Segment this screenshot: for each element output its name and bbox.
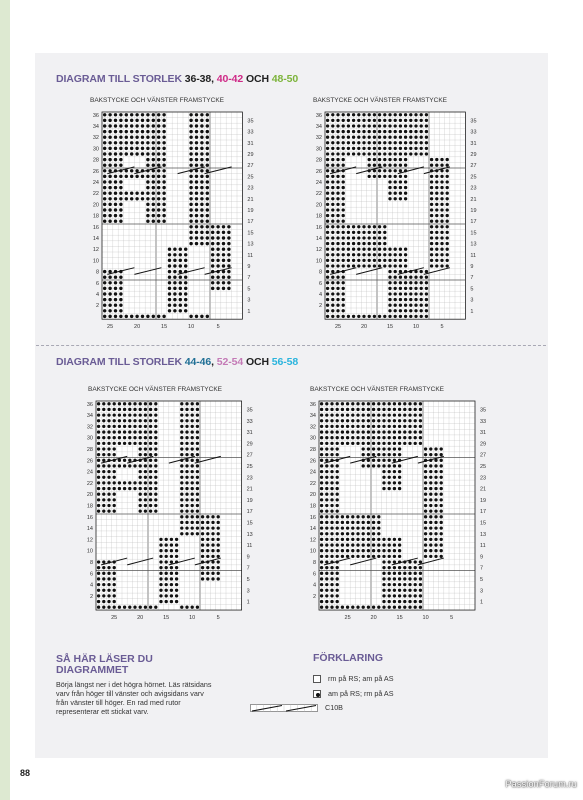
row-label-right: 1 xyxy=(247,308,251,315)
row-label-right: 5 xyxy=(470,286,474,293)
row-label-right: 35 xyxy=(470,118,477,125)
section-title-1: DIAGRAM TILL STORLEK 36-38, 40-42 OCH 48-50 xyxy=(56,73,299,85)
row-label-right: 3 xyxy=(246,588,250,595)
row-label-right: 33 xyxy=(470,129,477,136)
row-label-left: 30 xyxy=(86,435,93,442)
row-label-right: 19 xyxy=(247,208,254,214)
row-label-right: 9 xyxy=(247,264,251,270)
row-label-left: 22 xyxy=(92,191,99,198)
row-label-left: 28 xyxy=(86,447,93,454)
section-title-2: DIAGRAM TILL STORLEK 44-46, 52-54 OCH 56-58 xyxy=(56,356,299,368)
row-label-right: 11 xyxy=(247,252,254,259)
col-label: 5 xyxy=(216,324,220,331)
row-label-right: 23 xyxy=(246,475,253,482)
row-label-left: 6 xyxy=(312,571,316,578)
row-label-right: 35 xyxy=(247,118,254,125)
chart-label-3: BAKSTYCKE OCH VÄNSTER FRAMSTYCKE xyxy=(88,386,222,393)
row-label-left: 4 xyxy=(89,582,93,589)
row-label-left: 14 xyxy=(92,236,99,242)
row-label-left: 2 xyxy=(89,593,93,600)
col-label: 5 xyxy=(450,615,454,622)
row-label-left: 4 xyxy=(95,292,99,298)
row-label-right: 15 xyxy=(470,230,477,237)
row-label-left: 14 xyxy=(309,526,316,533)
row-label-left: 30 xyxy=(92,146,99,153)
col-label: 10 xyxy=(189,615,196,622)
row-label-right: 13 xyxy=(247,241,254,248)
row-label-right: 17 xyxy=(247,219,254,226)
row-label-left: 22 xyxy=(86,480,93,487)
row-label-right: 31 xyxy=(246,430,253,437)
section-divider xyxy=(36,345,546,346)
row-label-left: 18 xyxy=(92,213,99,220)
row-label-right: 1 xyxy=(470,308,474,315)
row-label-right: 27 xyxy=(246,452,253,459)
row-label-left: 24 xyxy=(92,180,99,186)
col-label: 25 xyxy=(334,324,342,331)
row-label-left: 28 xyxy=(92,157,99,164)
col-label: 15 xyxy=(163,615,170,622)
row-label-right: 3 xyxy=(470,297,474,304)
chart-label-1: BAKSTYCKE OCH VÄNSTER FRAMSTYCKE xyxy=(90,97,224,104)
col-label: 15 xyxy=(396,615,403,622)
cable-icon xyxy=(250,704,318,712)
row-label-right: 33 xyxy=(246,418,253,425)
row-label-right: 7 xyxy=(247,275,251,282)
chart-4 xyxy=(305,397,495,622)
row-label-right: 27 xyxy=(480,452,487,459)
row-label-left: 16 xyxy=(309,514,316,521)
row-label-right: 23 xyxy=(247,185,254,192)
row-label-right: 11 xyxy=(246,543,253,550)
col-label: 20 xyxy=(370,615,377,622)
row-label-right: 15 xyxy=(480,520,487,527)
legend-title: FÖRKLARING xyxy=(313,652,383,664)
row-label-right: 17 xyxy=(470,219,477,226)
col-label: 20 xyxy=(137,615,144,622)
row-label-left: 20 xyxy=(86,492,93,499)
row-label-left: 34 xyxy=(315,124,322,130)
row-label-left: 36 xyxy=(86,401,93,408)
empty-square-icon xyxy=(313,675,321,683)
row-label-right: 21 xyxy=(247,196,254,203)
row-label-left: 24 xyxy=(309,469,316,476)
row-label-right: 25 xyxy=(246,463,253,470)
row-label-right: 17 xyxy=(246,509,253,516)
row-label-right: 15 xyxy=(247,230,254,237)
row-label-left: 28 xyxy=(315,157,322,164)
row-label-right: 27 xyxy=(470,163,477,170)
row-label-left: 4 xyxy=(312,582,316,589)
row-label-right: 31 xyxy=(470,140,477,147)
row-label-left: 8 xyxy=(89,560,93,567)
row-label-left: 2 xyxy=(312,593,316,600)
row-label-left: 16 xyxy=(315,224,322,231)
row-label-left: 6 xyxy=(318,280,322,287)
watermark: PassionForum.ru xyxy=(505,779,577,789)
row-label-left: 6 xyxy=(95,280,99,287)
row-label-left: 16 xyxy=(86,514,93,521)
row-label-left: 4 xyxy=(318,292,322,298)
row-label-right: 13 xyxy=(470,241,477,248)
row-label-right: 1 xyxy=(480,599,484,606)
row-label-left: 22 xyxy=(315,191,322,198)
row-label-right: 7 xyxy=(480,565,484,572)
row-label-left: 8 xyxy=(312,560,316,567)
row-label-left: 26 xyxy=(309,458,316,465)
row-label-left: 32 xyxy=(86,424,93,431)
row-label-right: 27 xyxy=(247,163,254,170)
row-label-right: 25 xyxy=(470,174,477,181)
row-label-right: 23 xyxy=(480,475,487,482)
row-label-left: 34 xyxy=(86,413,93,420)
col-label: 10 xyxy=(188,324,195,331)
col-label: 5 xyxy=(216,615,220,622)
row-label-left: 2 xyxy=(95,303,99,310)
row-label-left: 30 xyxy=(315,146,322,153)
row-label-right: 21 xyxy=(246,486,253,493)
col-label: 15 xyxy=(386,324,394,331)
row-label-right: 29 xyxy=(470,152,477,158)
row-label-left: 26 xyxy=(92,168,99,175)
row-label-left: 36 xyxy=(92,112,99,119)
howto-title: SÅ HÄR LÄSER DU DIAGRAMMET xyxy=(56,653,153,676)
row-label-left: 36 xyxy=(309,401,316,408)
row-label-right: 25 xyxy=(247,174,254,181)
row-label-right: 13 xyxy=(480,531,487,538)
row-label-right: 19 xyxy=(246,497,253,504)
row-label-right: 13 xyxy=(246,531,253,538)
chart-3 xyxy=(82,397,262,622)
row-label-right: 23 xyxy=(470,185,477,192)
row-label-right: 7 xyxy=(246,565,250,572)
row-label-left: 26 xyxy=(315,168,322,175)
row-label-right: 29 xyxy=(480,441,487,448)
row-label-right: 5 xyxy=(246,576,250,583)
dot-square-icon xyxy=(313,690,321,698)
row-label-left: 16 xyxy=(92,224,99,231)
row-label-right: 11 xyxy=(470,252,477,259)
row-label-left: 28 xyxy=(309,447,316,454)
row-label-right: 35 xyxy=(480,407,487,414)
row-label-right: 9 xyxy=(480,554,484,561)
chart-label-2: BAKSTYCKE OCH VÄNSTER FRAMSTYCKE xyxy=(313,97,447,104)
row-label-right: 1 xyxy=(246,599,250,606)
row-label-left: 10 xyxy=(315,258,322,265)
chart-label-4: BAKSTYCKE OCH VÄNSTER FRAMSTYCKE xyxy=(310,386,444,393)
row-label-right: 17 xyxy=(480,509,487,516)
row-label-right: 25 xyxy=(480,463,487,470)
row-label-right: 5 xyxy=(247,286,251,293)
row-label-right: 19 xyxy=(480,497,487,504)
row-label-left: 12 xyxy=(315,247,322,254)
row-label-right: 19 xyxy=(470,208,477,214)
col-label: 25 xyxy=(111,615,118,622)
col-label: 20 xyxy=(134,324,141,331)
row-label-right: 9 xyxy=(470,264,474,270)
row-label-left: 10 xyxy=(309,548,316,555)
row-label-right: 15 xyxy=(246,520,253,527)
col-label: 15 xyxy=(161,324,168,331)
side-stripe xyxy=(0,0,10,800)
row-label-left: 14 xyxy=(315,236,322,242)
row-label-right: 3 xyxy=(480,588,484,595)
row-label-left: 12 xyxy=(309,537,316,544)
row-label-left: 22 xyxy=(309,480,316,487)
row-label-right: 33 xyxy=(480,418,487,425)
row-label-left: 32 xyxy=(315,135,322,142)
row-label-left: 34 xyxy=(309,413,316,420)
row-label-right: 7 xyxy=(470,275,474,282)
row-label-left: 20 xyxy=(309,492,316,499)
row-label-right: 9 xyxy=(246,554,250,561)
row-label-left: 2 xyxy=(318,303,322,310)
row-label-left: 30 xyxy=(309,435,316,442)
row-label-left: 32 xyxy=(309,424,316,431)
row-label-right: 5 xyxy=(480,576,484,583)
row-label-right: 29 xyxy=(247,152,254,158)
row-label-right: 33 xyxy=(247,129,254,136)
row-label-left: 10 xyxy=(86,548,93,555)
row-label-left: 18 xyxy=(86,503,93,510)
page-number: 88 xyxy=(20,768,31,778)
chart-2 xyxy=(309,108,479,330)
row-label-left: 12 xyxy=(86,537,93,544)
row-label-left: 32 xyxy=(92,135,99,142)
row-label-left: 34 xyxy=(92,124,99,130)
col-label: 25 xyxy=(344,615,351,622)
chart-1 xyxy=(86,108,256,330)
row-label-right: 3 xyxy=(247,297,251,304)
row-label-right: 21 xyxy=(470,196,477,203)
row-label-left: 18 xyxy=(315,213,322,220)
row-label-left: 24 xyxy=(315,180,322,186)
row-label-left: 12 xyxy=(92,247,99,254)
row-label-left: 26 xyxy=(86,458,93,465)
row-label-left: 20 xyxy=(315,202,322,209)
row-label-left: 8 xyxy=(95,269,99,276)
row-label-right: 11 xyxy=(480,543,486,550)
col-label: 25 xyxy=(107,324,114,331)
col-label: 20 xyxy=(360,324,368,331)
row-label-left: 36 xyxy=(315,112,322,119)
howto-text: Börja längst ner i det högra hörnet. Läs rätsidans varv från höger till vänster och avigsidans varv från vänster till höger. En rad med rutor representerar ett stickat varv. xyxy=(56,680,212,716)
row-label-left: 18 xyxy=(309,503,316,510)
row-label-right: 21 xyxy=(480,486,487,493)
col-label: 10 xyxy=(412,324,420,331)
row-label-left: 6 xyxy=(89,571,93,578)
row-label-right: 29 xyxy=(246,441,253,448)
row-label-left: 20 xyxy=(92,202,99,209)
row-label-right: 31 xyxy=(247,140,254,147)
row-label-left: 10 xyxy=(92,258,99,265)
col-label: 10 xyxy=(422,615,429,622)
row-label-left: 14 xyxy=(86,526,93,533)
row-label-left: 8 xyxy=(318,269,322,276)
row-label-right: 35 xyxy=(246,407,253,414)
col-label: 5 xyxy=(440,324,444,331)
row-label-right: 31 xyxy=(480,430,487,437)
row-label-left: 24 xyxy=(86,469,93,476)
